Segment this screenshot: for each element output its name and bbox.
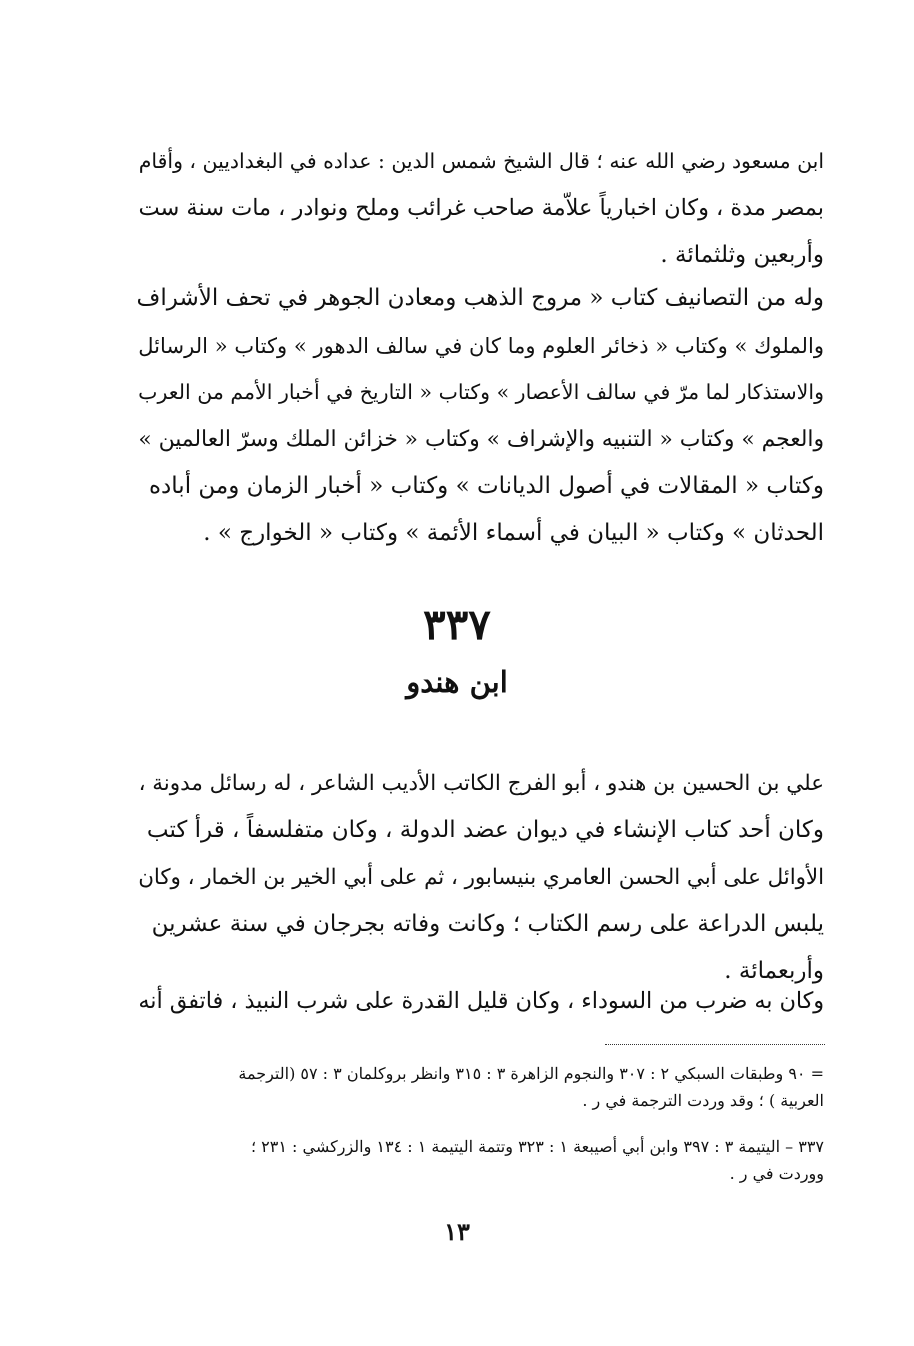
- text-line: الحدثان » وكتاب « البيان في أسماء الأئمة » وكتاب « الخوارج » .: [203, 520, 824, 546]
- footnote-line: ووردت في ر .: [729, 1164, 824, 1183]
- text-line: وكتاب « المقالات في أصول الديانات » وكتاب « أخبار الزمان ومن أباده: [149, 473, 824, 499]
- text-line: الأوائل على أبي الحسن العامري بنيسابور ، ثم على أبي الخير بن الخمار ، وكان: [138, 865, 824, 890]
- text-line: والاستذكار لما مرّ في سالف الأعصار » وكتاب « التاريخ في أخبار الأمم من العرب: [138, 380, 824, 404]
- paragraph-anecdote: [124, 978, 824, 1025]
- text-line: وأربعين وثلثمائة .: [660, 242, 824, 268]
- paragraph-biography: [124, 760, 824, 995]
- text-line: بمصر مدة ، وكان اخبارياً علاّمة صاحب غرائب وملح ونوادر ، مات سنة ست: [138, 195, 824, 221]
- entry-title: ابن هندو: [406, 665, 508, 699]
- text-line: وكان أحد كتاب الإنشاء في ديوان عضد الدولة ، وكان متفلسفاً ، قرأ كتب: [146, 817, 824, 843]
- text-line: وكان به ضرب من السوداء ، وكان قليل القدرة على شرب النبيذ ، فاتفق أنه: [138, 988, 824, 1014]
- page-number: ١٣: [444, 1217, 470, 1246]
- text-line: يلبس الدراعة على رسم الكتاب ؛ وكانت وفاته بجرجان في سنة عشرين: [151, 911, 824, 937]
- paragraph-works: [124, 275, 824, 557]
- text-line: والملوك » وكتاب « ذخائر العلوم وما كان في سالف الدهور » وكتاب « الرسائل: [138, 333, 824, 358]
- text-line: علي بن الحسين بن هندو ، أبو الفرج الكاتب الأديب الشاعر ، له رسائل مدونة ،: [138, 771, 824, 796]
- footnote-line: = ٩٠ وطبقات السبكي ٢ : ٣٠٧ والنجوم الزاهرة ٣ : ٣١٥ وانظر بروكلمان ٣ : ٥٧ (الترجمة: [238, 1064, 824, 1083]
- paragraph-continuation: [124, 138, 824, 279]
- entry-number: ٣٣٧: [423, 600, 491, 649]
- footnote-line: ٣٣٧ – اليتيمة ٣ : ٣٩٧ وابن أبي أصيبعة ١ : ٣٢٣ وتتمة اليتيمة ١ : ١٣٤ والزركشي : ٢٣١ ؛: [250, 1137, 824, 1156]
- footnote-337: [124, 1133, 824, 1187]
- text-line: والعجم » وكتاب « التنبيه والإشراف » وكتاب « خزائن الملك وسرّ العالمين »: [138, 427, 824, 452]
- text-line: ابن مسعود رضي الله عنه ؛ قال الشيخ شمس الدين : عداده في البغداديين ، وأقام: [138, 149, 824, 173]
- text-line: وأربعمائة .: [724, 958, 824, 984]
- footnote-divider: [605, 1044, 825, 1045]
- footnote-line: العربية ) ؛ وقد وردت الترجمة في ر .: [582, 1091, 824, 1110]
- text-line: وله من التصانيف كتاب « مروج الذهب ومعادن الجوهر في تحف الأشراف: [136, 285, 824, 311]
- footnote-continued: [124, 1060, 824, 1114]
